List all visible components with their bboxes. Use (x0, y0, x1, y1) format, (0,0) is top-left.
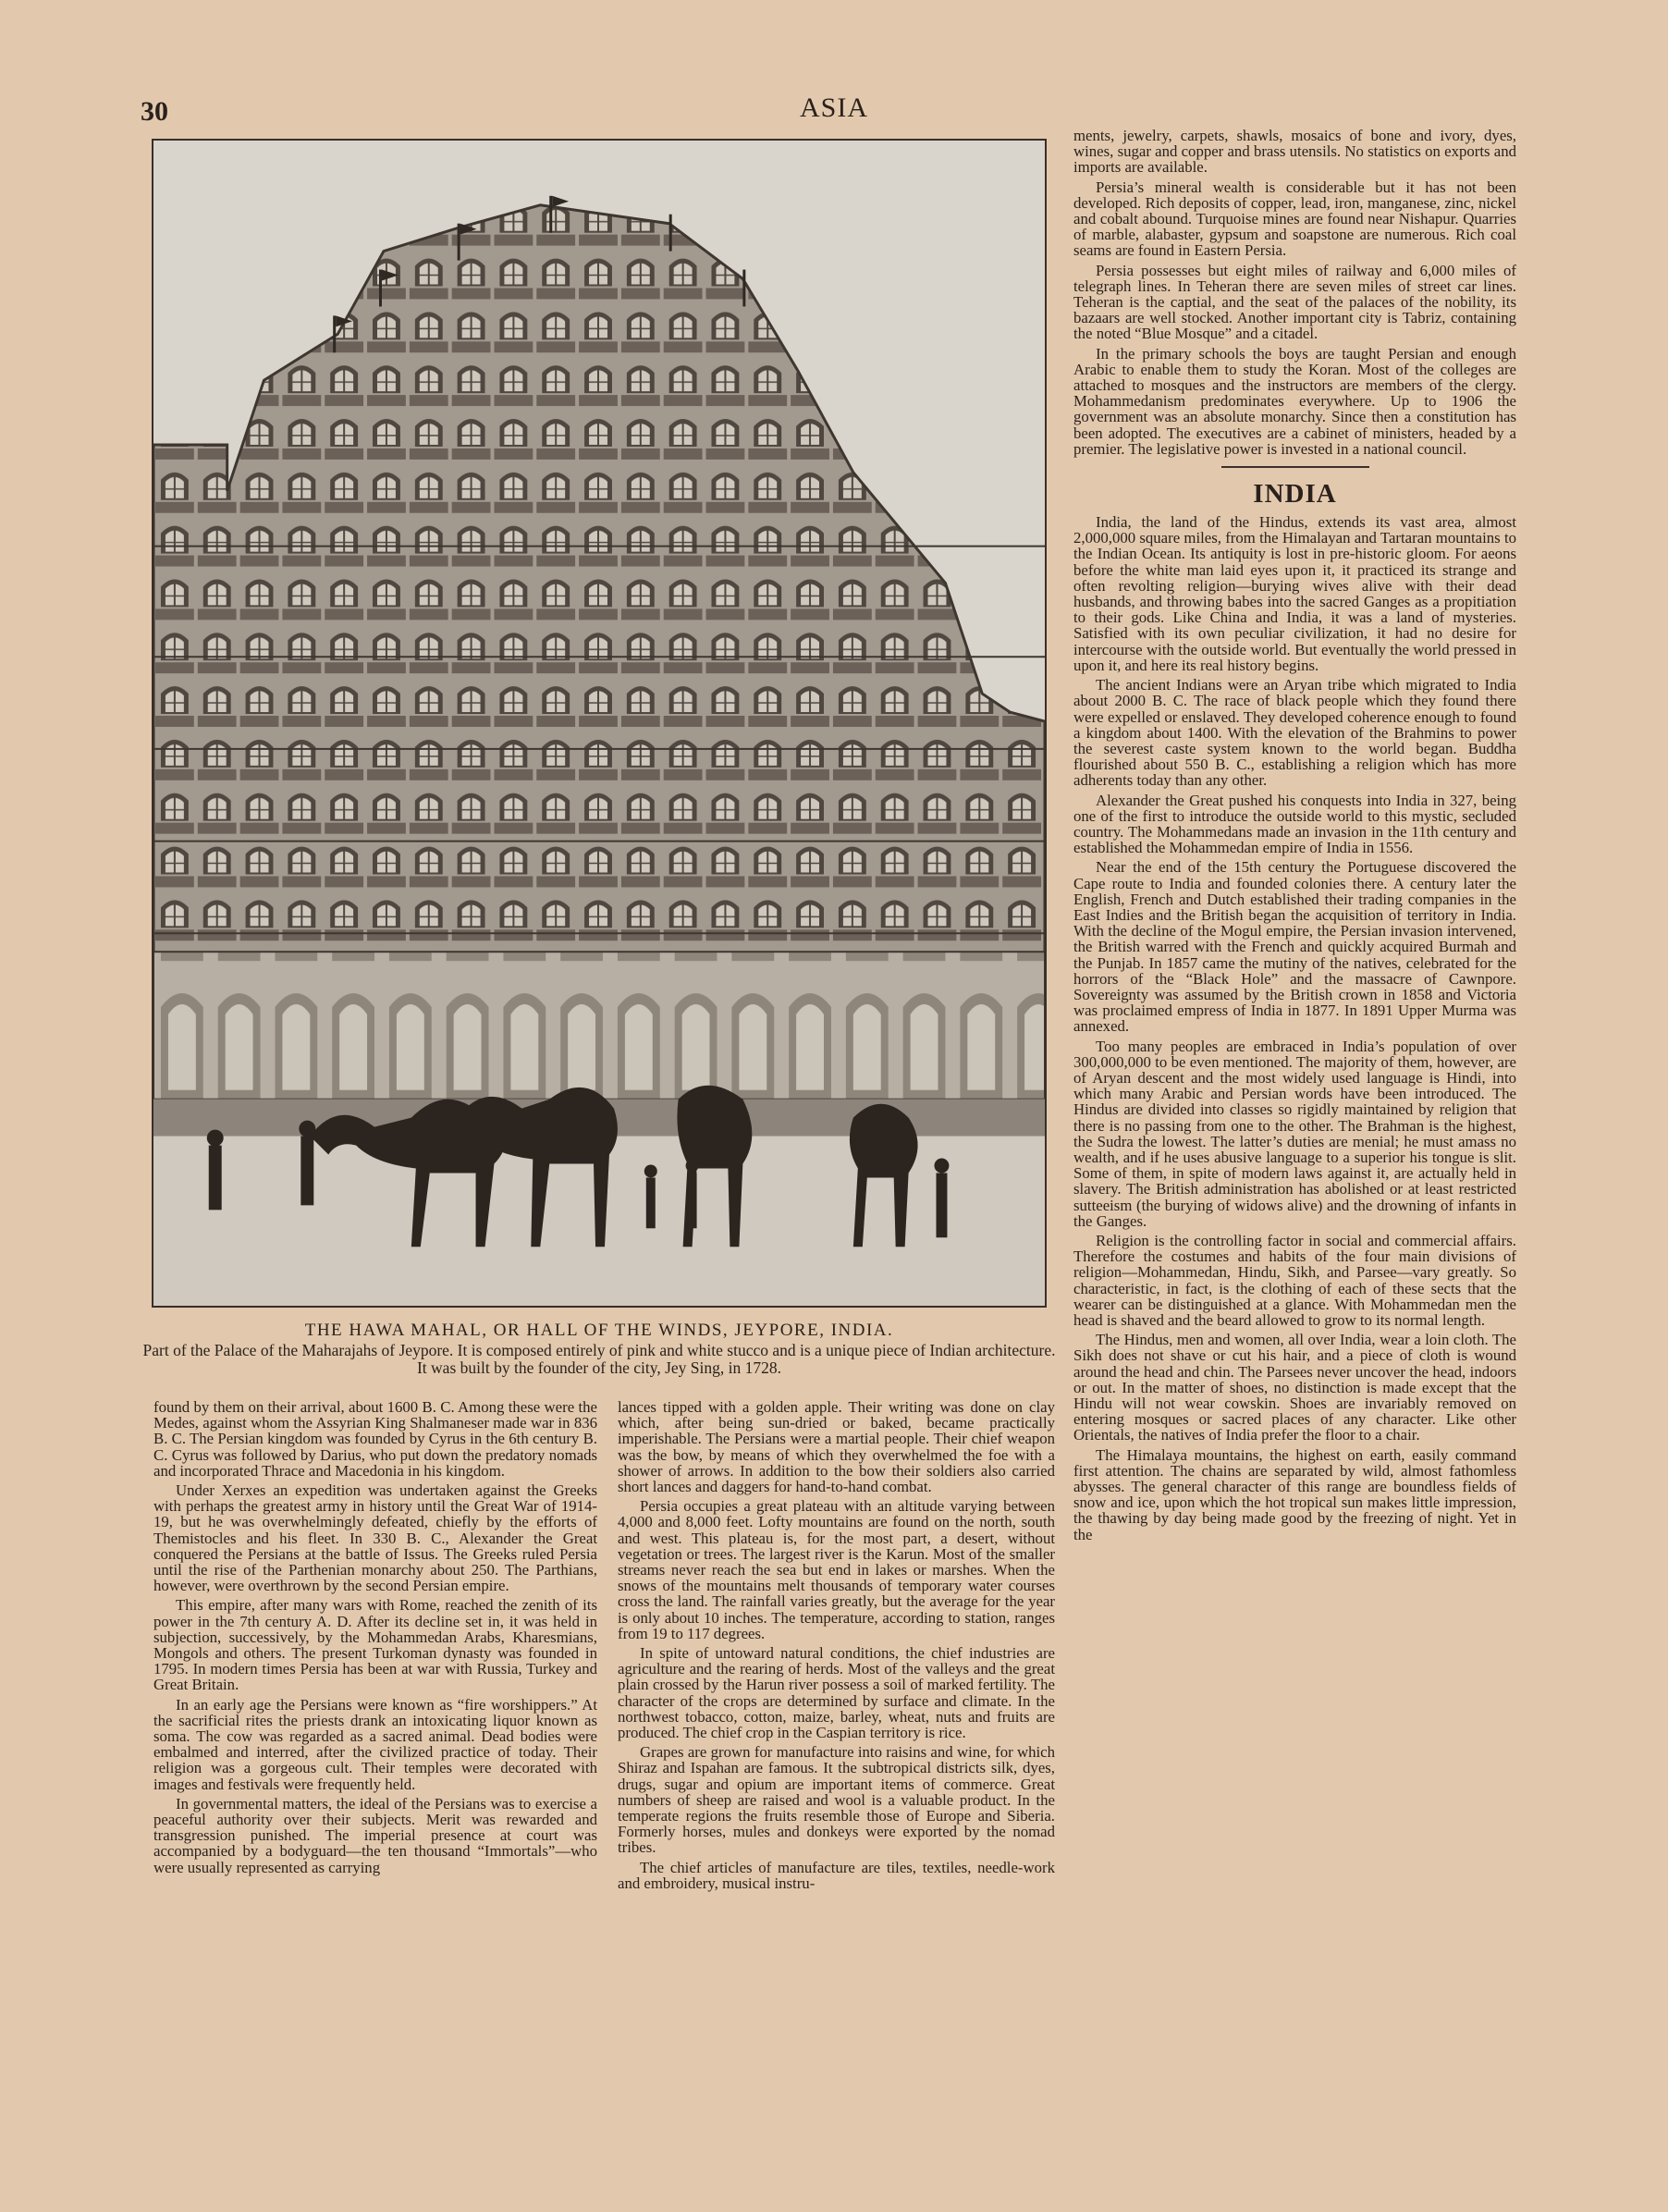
paragraph: In spite of untoward natural conditions, the chief industries are agriculture and the rearing of herds. Most of the valleys and the great plain crossed by the Harun river possess a soil of marked fertility. The character of the crops are determined by surface and climate. In the northwest tobacco, cotton, maize, barley, wheat, nuts and fruits are produced. The chief crop in the Caspian territory is rice. (618, 1644, 1055, 1742)
paragraph: Persia’s mineral wealth is considerable but it has not been developed. Rich deposits of copper, lead, iron, manganese, zinc, nickel and cobalt abound. Turquoise mines are found near Nishapur. Quarries of marble, alabaster, gypsum and soapstone are numerous. Rich coal seams are found in Eastern Persia. (1073, 178, 1516, 260)
text-column-2 (618, 1399, 1055, 1891)
paragraph: Too many peoples are embraced in India’s population of over 300,000,000 to be even mentioned. The majority of them, however, are of Aryan descent and the most widely used language is Hindi, into which many Arabic and Persian words have been introduced. The Hindus are divided into classes so rigidly maintained by religion that there is no passing from one to the other. The Brahman is the highest, the Sudra the lowest. The latter’s duties are menial; he must amass no wealth, and if he uses abusive language to a superior his tongue is slit. Some of them, in spite of modern laws against it, are actually held in slavery. The British administration has abolished or at least restricted sutteeism (the burying of widows alive) and the drowning of infants in the Ganges. (1073, 1037, 1516, 1230)
figure-caption (139, 1321, 1060, 1377)
paragraph: India, the land of the Hindus, extends its vast area, almost 2,000,000 square miles, from the Himalayan and Tartaran mountains to the Indian Ocean. Its antiquity is lost in pre-historic gloom. For aeons before the white man laid eyes upon it, it practiced its strange and often revolting religion—burying wives alive with their dead husbands, and throwing babes into the sacred Ganges as a propitiation to their gods. Like China and India, it was a land of mysteries. Satisfied with its own peculiar civilization, it had no desire for intercourse with the outside world. But eventually the world pressed in upon it, and here its real history begins. (1073, 513, 1516, 674)
paragraph: Religion is the controlling factor in social and commercial affairs. Therefore the costumes and habits of the four main divisions of religion—Mohammedan, Hindu, Sikh, and Parsee—vary greatly. So characteristic, in fact, is the clothing of each of these sects that the wearer can be distinguished at a glance. With Mohammedan men the head is shaved and the beard allowed to grow to its normal length. (1073, 1232, 1516, 1330)
paragraph: Alexander the Great pushed his conquests into India in 327, being one of the first to introduce the outside world to this mystic, secluded country. The Mohammedans made an invasion in the 11th century and established the Mohammedan empire of India in 1556. (1073, 791, 1516, 857)
paragraph: Under Xerxes an expedition was undertaken against the Greeks with perhaps the greatest army in history until the Great War of 1914-19, but he was overwhelmingly defeated, chiefly by the efforts of Themistocles and his fleet. In 330 B. C., Alexander the Great conquered the Persians at the battle of Issus. The Greeks ruled Persia until the rise of the Parthenian monarchy about 250. The Parthians, however, were overthrown by the second Persian empire. (153, 1481, 597, 1595)
hawa-mahal-photo (152, 139, 1047, 1308)
paragraph: In governmental matters, the ideal of the Persians was to exercise a peaceful authority over their subjects. Merit was rewarded and transgression punished. The imperial presence at court was accompanied by a bodyguard—the ten thousand “Immortals”—who were usually represented as carrying (153, 1794, 597, 1876)
paragraph: found by them on their arrival, about 1600 B. C. Among these were the Medes, against whom the Assyrian King Shalmaneser made war in 836 B. C. The Persian kingdom was founded by Cyrus in the 6th century B. C. Cyrus was followed by Darius, who put down the predatory nomads and incorporated Thrace and Macedonia in his kingdom. (153, 1398, 597, 1480)
paragraph: The Hindus, men and women, all over India, wear a loin cloth. The Sikh does not shave or cut his hair, and a piece of cloth is wound around the head and chin. The Parsees never uncover the head, indoors or out. In the matter of shoes, no distinction is made except that the Hindu will not wear cowskin. Shoes are invariably removed on entering mosques or sacred places of any character. Like other Orientals, the natives of India prefer the floor to a chair. (1073, 1331, 1516, 1444)
paragraph: ments, jewelry, carpets, shawls, mosaics of bone and ivory, dyes, wines, sugar and copper and brass utensils. No statistics on exports and imports are available. (1073, 127, 1516, 177)
paragraph: The ancient Indians were an Aryan tribe which migrated to India about 2000 B. C. The race of black people which they found there were expelled or enslaved. They developed coherence enough to found a kingdom about 1400. With the elevation of the Brahmins to power the severest caste system known to the world began. Buddha flourished about 550 B. C., establishing a religion which has more adherents today than any other. (1073, 676, 1516, 790)
text-column-1 (153, 1399, 597, 1875)
hawa-mahal-illustration (153, 141, 1045, 1306)
page-number: 30 (141, 96, 168, 127)
section-divider (1221, 466, 1369, 468)
paragraph: Persia occupies a great plateau with an altitude varying between 4,000 and 8,000 feet. Lofty mountains are found on the north, south and west. This plateau is, for the most part, a desert, without vegetation or trees. The largest river is the Karun. Most of the smaller streams never reach the sea but end in lakes or marshes. When the snows of the mountains melt thousands of temporary water courses cross the land. The rainfall varies greatly, but the average for the year is only about 10 inches. The temperature, according to station, ranges from 19 to 117 degrees. (618, 1497, 1055, 1642)
paragraph: lances tipped with a golden apple. Their writing was done on clay which, after being sun-dried or baked, became practically imperishable. The Persians were a martial people. Their chief weapon was the bow, by means of which they overwhelmed the foe with a shower of arrows. In addition to the bow their soldiers also carried short lances and daggers for hand-to-hand combat. (618, 1398, 1055, 1496)
paragraph: This empire, after many wars with Rome, reached the zenith of its power in the 7th century A. D. After its decline set in, it was held in subjection, successively, by the Mohammedan Arabs, Kharesmians, Mongols and others. The present Turkoman dynasty was founded in 1795. In modern times Persia has been at war with Russia, Turkey and Great Britain. (153, 1596, 597, 1694)
section-heading-india: INDIA (1253, 479, 1337, 510)
paragraph: Grapes are grown for manufacture into raisins and wine, for which Shiraz and Ispahan are famous. It the subtropical districts silk, dyes, drugs, sugar and opium are important items of commerce. Great numbers of sheep are raised and wool is a valuable product. In the temperate regions the fruits resemble those of Europe and Siberia. Formerly horses, mules and donkeys were exported by the nomad tribes. (618, 1743, 1055, 1857)
paragraph: The chief articles of manufacture are tiles, textiles, needle-work and embroidery, musical instru- (618, 1858, 1055, 1892)
figure-title: THE HAWA MAHAL, OR HALL OF THE WINDS, JEYPORE, INDIA. (304, 1321, 894, 1340)
paragraph: The Himalaya mountains, the highest on earth, easily command first attention. The chains are separated by wild, almost fathomless abysses. The general character of this range are boundless fields of snow and ice, upon which the hot tropical sun makes little impression, the thawing by day being made good by the freezing of night. Yet in the (1073, 1445, 1516, 1543)
paragraph: Persia possesses but eight miles of railway and 6,000 miles of telegraph lines. In Teheran there are seven miles of street car lines. Teheran is the captial, and the seat of the palaces of the nobility, its bazaars are well stocked. Another important city is Tabriz, containing the noted “Blue Mosque” and a citadel. (1073, 261, 1516, 343)
figure-caption-text: Part of the Palace of the Maharajahs of Jeypore. It is composed entirely of pink and white stucco and is a unique piece of Indian architecture. It was built by the founder of the city, Jey Sing, in 1728. (142, 1341, 1056, 1377)
paragraph: In an early age the Persians were known as “fire worshippers.” At the sacrificial rites the priests drank an intoxicating liquor known as soma. The cow was regarded as a sacred animal. Dead bodies were embalmed and interred, after the civilized practice of today. Their religion was a gorgeous cult. Their temples were decorated with images and festivals were frequently held. (153, 1695, 597, 1793)
text-column-3 (1073, 128, 1516, 1542)
running-head: ASIA (799, 92, 868, 123)
paragraph: Near the end of the 15th century the Portuguese discovered the Cape route to India and founded colonies there. A century later the English, French and Dutch established their trading companies in the East Indies and the British began the acquisition of territory in India. With the decline of the Mogul empire, the Persian invasion intervened, the British warred with the French and quickly acquired Burmah and the Punjab. In 1857 came the mutiny of the natives, celebrated for the horrors of the “Black Hole” and the massacre of Cawnpore. Sovereignty was assumed by the British crown in 1858 and Victoria was proclaimed empress of India in 1877. In 1891 Upper Murma was annexed. (1073, 858, 1516, 1036)
paragraph: In the primary schools the boys are taught Persian and enough Arabic to enable them to study the Koran. Most of the colleges are attached to mosques and the instructors are members of the clergy. Mohammedanism predominates everywhere. Up to 1906 the government was an absolute monarchy. Since then a constitution has been adopted. The executives are a cabinet of ministers, headed by a premier. The legislative power is invested in a national council. (1073, 344, 1516, 458)
